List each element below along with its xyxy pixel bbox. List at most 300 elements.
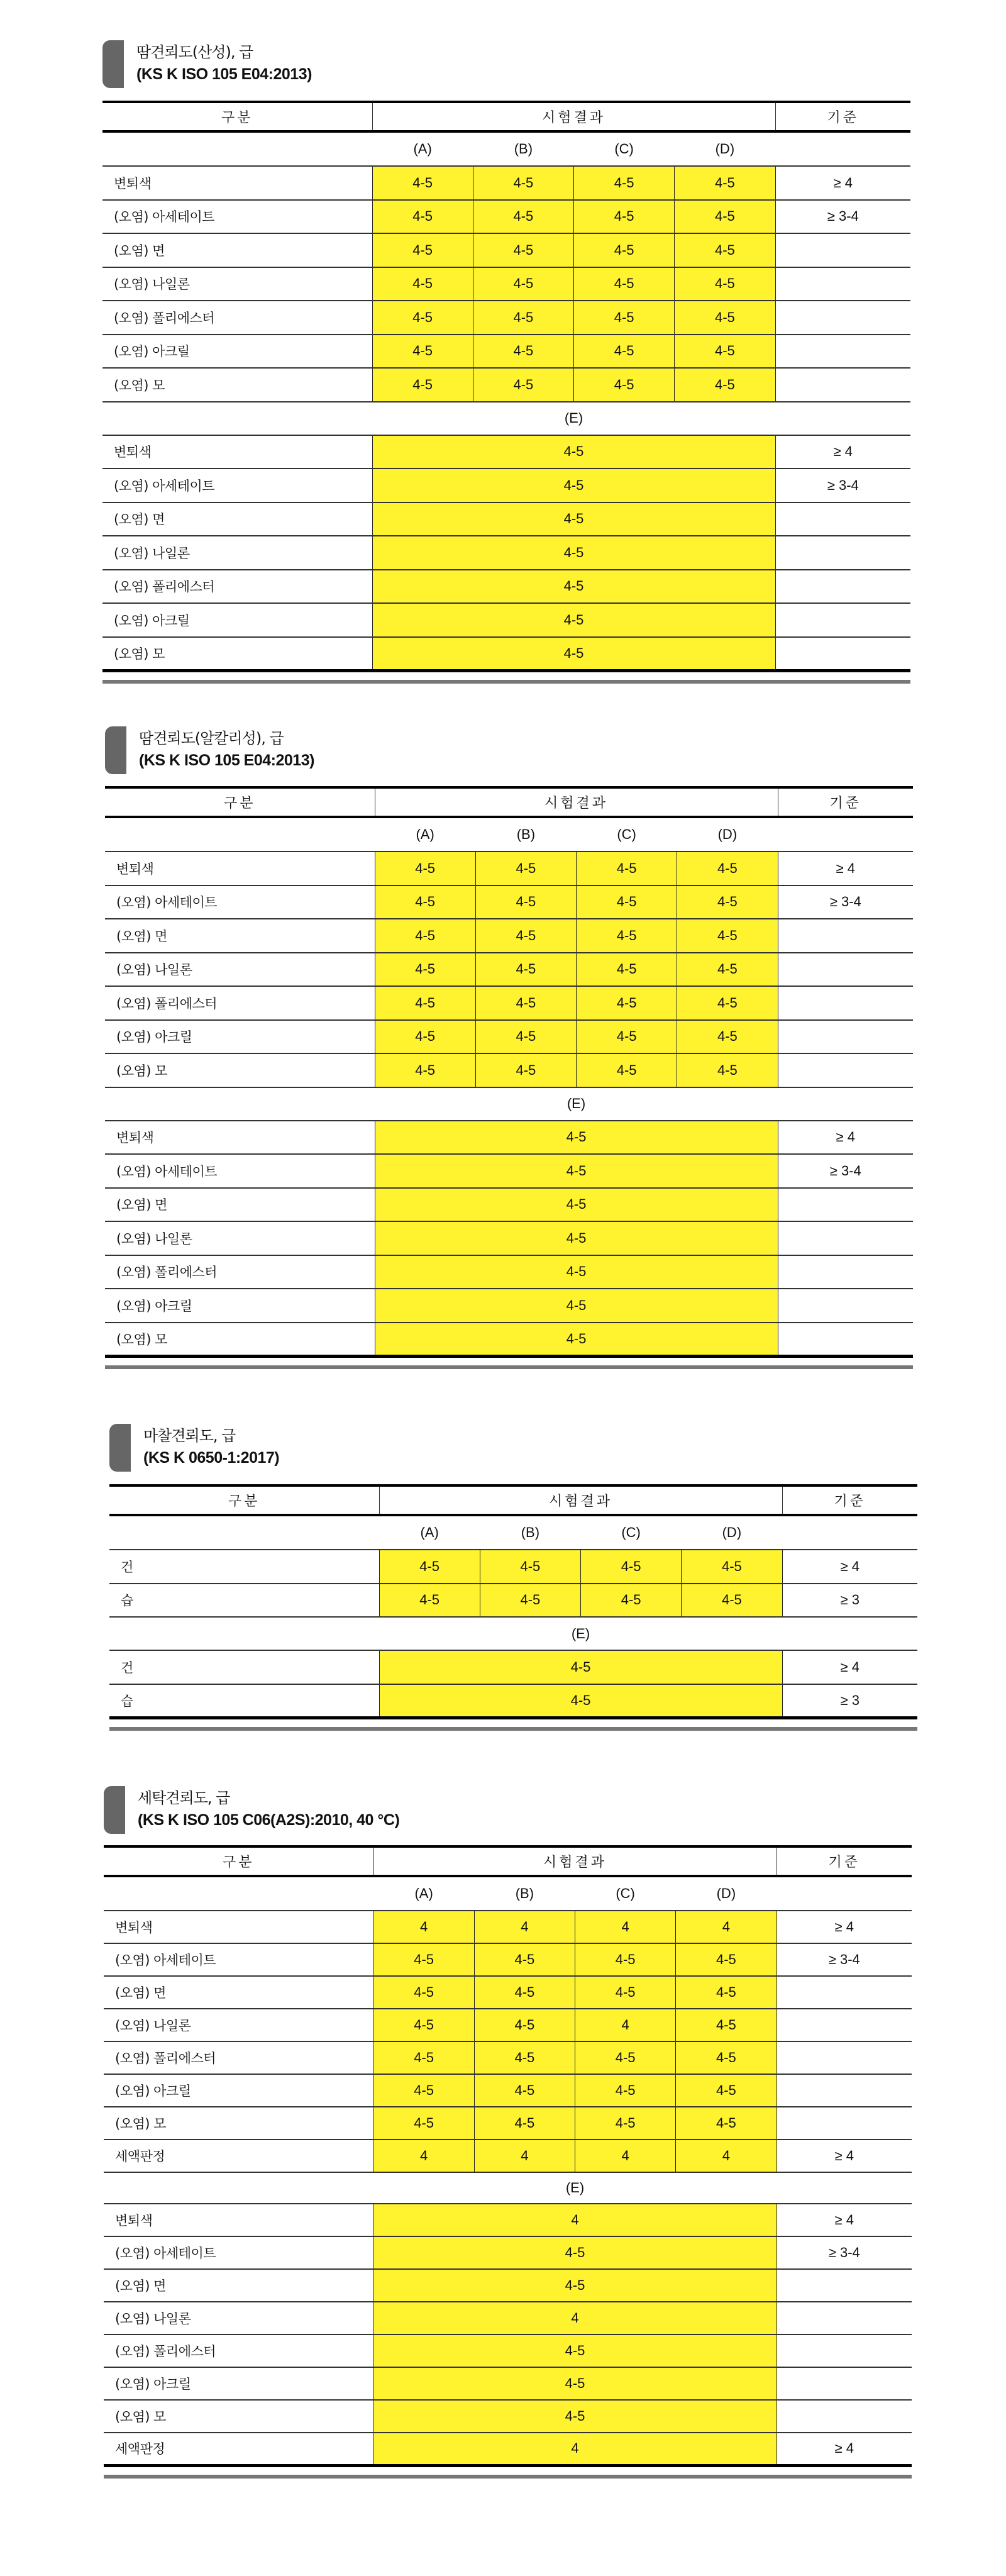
table-row — [104, 2400, 912, 2433]
header-criterion: 기준 — [777, 1846, 912, 1876]
row-label: (오염) 나일론 — [105, 953, 375, 987]
result-cell-c: 4 — [575, 2140, 676, 2172]
table-row — [104, 2074, 912, 2107]
criterion-cell — [778, 1255, 913, 1289]
table-row — [102, 502, 910, 536]
result-cell-b: 4 — [474, 1911, 575, 1943]
sample-header-c: (C) — [614, 141, 634, 157]
result-cell-e: 4-5 — [373, 2269, 777, 2302]
sample-header-blank — [777, 2172, 912, 2204]
result-cell-c: 4-5 — [577, 1020, 677, 1054]
row-label: (오염) 모 — [105, 1053, 375, 1087]
result-cell-b: 4-5 — [474, 2074, 575, 2107]
section-divider — [104, 2475, 912, 2479]
result-cell-a: 4-5 — [372, 267, 473, 301]
sample-header-e: (E) — [375, 1087, 778, 1121]
criterion-cell — [778, 1289, 913, 1323]
table-row — [105, 886, 913, 919]
result-cell-e: 4-5 — [375, 1121, 778, 1155]
result-cell-b: 4-5 — [473, 166, 573, 200]
result-cell-c: 4-5 — [574, 200, 675, 234]
table-row — [105, 1020, 913, 1054]
criterion-cell — [778, 1053, 913, 1087]
row-label: (오염) 면 — [104, 1976, 373, 2009]
row-label: 변퇴색 — [105, 852, 375, 886]
header-results: 시험결과 — [379, 1485, 782, 1515]
sample-header-row — [102, 131, 910, 166]
table-row — [105, 1323, 913, 1357]
table-row — [102, 469, 910, 502]
sample-e-header-row — [105, 1087, 913, 1121]
result-cell-a: 4-5 — [375, 919, 475, 953]
result-cell-e: 4-5 — [373, 2400, 777, 2433]
result-cell-c: 4-5 — [574, 335, 675, 369]
row-label: (오염) 폴리에스터 — [105, 986, 375, 1020]
criterion-cell — [775, 233, 910, 267]
sample-header-d: (D) — [716, 1885, 736, 1901]
result-cell-b: 4-5 — [473, 301, 573, 335]
result-cell-e: 4-5 — [375, 1154, 778, 1188]
section-heading — [136, 42, 312, 86]
sample-header-blank — [777, 1876, 912, 1911]
table-row — [102, 637, 910, 671]
result-cell-e: 4-5 — [375, 1289, 778, 1323]
table-row — [104, 2204, 912, 2236]
criterion-cell: ≥ 4 — [775, 435, 910, 469]
section-standard: (KS K 0650-1:2017) — [143, 1449, 280, 1467]
result-cell-d: 4-5 — [676, 2041, 777, 2074]
result-cell-a: 4-5 — [373, 2009, 474, 2041]
table-row — [109, 1550, 917, 1584]
result-cell-a: 4-5 — [375, 986, 475, 1020]
criterion-cell: ≥ 3 — [782, 1684, 917, 1718]
result-cell-d: 4-5 — [675, 368, 775, 402]
result-cell-e: 4-5 — [379, 1684, 782, 1718]
header-category: 구분 — [105, 787, 375, 817]
result-cell-d: 4-5 — [675, 335, 775, 369]
section-marker — [102, 40, 124, 88]
section-divider — [102, 680, 910, 684]
results-table — [102, 101, 910, 672]
section-heading — [138, 1787, 399, 1831]
criterion-cell: ≥ 3 — [782, 1584, 917, 1618]
table-row — [105, 1154, 913, 1188]
result-cell-c: 4-5 — [581, 1550, 682, 1584]
result-cell-c: 4-5 — [575, 2074, 676, 2107]
row-label: (오염) 아세테이트 — [105, 886, 375, 919]
header-results: 시험결과 — [372, 102, 775, 131]
row-label: (오염) 아크릴 — [104, 2367, 373, 2400]
table-row — [104, 2269, 912, 2302]
result-cell-c: 4-5 — [577, 886, 677, 919]
table-row — [102, 368, 910, 402]
row-label: (오염) 아크릴 — [102, 335, 372, 369]
row-label: (오염) 폴리에스터 — [104, 2041, 373, 2074]
section-divider — [105, 1365, 913, 1369]
section-marker — [104, 1786, 125, 1834]
sample-header-e: (E) — [373, 2172, 777, 2204]
sample-header-d: (D) — [715, 141, 735, 157]
criterion-cell — [777, 2334, 912, 2367]
result-cell-b: 4-5 — [474, 1943, 575, 1976]
criterion-cell — [777, 2269, 912, 2302]
table-row — [105, 1121, 913, 1155]
criterion-cell: ≥ 4 — [777, 2433, 912, 2465]
result-cell-c: 4 — [575, 2009, 676, 2041]
result-cell-e: 4-5 — [373, 2367, 777, 2400]
section-standard: (KS K ISO 105 E04:2013) — [139, 752, 314, 769]
table-row — [104, 2236, 912, 2269]
sample-header-e: (E) — [379, 1617, 782, 1650]
result-cell-b: 4-5 — [473, 335, 573, 369]
result-cell-e: 4 — [373, 2302, 777, 2334]
table-row — [102, 166, 910, 200]
row-label: 변퇴색 — [104, 2204, 373, 2236]
result-cell-a: 4-5 — [372, 368, 473, 402]
row-label: (오염) 면 — [105, 919, 375, 953]
row-label: (오염) 면 — [105, 1188, 375, 1222]
section-standard: (KS K ISO 105 E04:2013) — [136, 65, 312, 83]
row-label: (오염) 아크릴 — [105, 1289, 375, 1323]
criterion-cell — [775, 502, 910, 536]
section-divider — [109, 1727, 917, 1731]
criterion-cell — [777, 1976, 912, 2009]
table-row — [105, 986, 913, 1020]
result-cell-a: 4-5 — [373, 2041, 474, 2074]
row-label: (오염) 모 — [104, 2107, 373, 2140]
sample-e-header-row — [109, 1617, 917, 1650]
sample-header-c: (C) — [617, 826, 636, 842]
sample-header-blank — [782, 1617, 917, 1650]
header-category: 구분 — [104, 1846, 373, 1876]
table-row — [104, 1911, 912, 1943]
result-cell-d: 4-5 — [677, 852, 778, 886]
criterion-cell — [778, 986, 913, 1020]
result-cell-d: 4-5 — [676, 1976, 777, 2009]
criterion-cell: ≥ 4 — [777, 2140, 912, 2172]
result-cell-b: 4-5 — [480, 1550, 580, 1584]
row-label: (오염) 아세테이트 — [102, 200, 372, 234]
row-label: (오염) 모 — [102, 637, 372, 671]
result-cell-b: 4-5 — [474, 2041, 575, 2074]
table-row — [105, 1289, 913, 1323]
result-cell-d: 4 — [676, 2140, 777, 2172]
table-row — [104, 1976, 912, 2009]
result-cell-c: 4-5 — [574, 166, 675, 200]
table-row — [109, 1684, 917, 1718]
section-title: 세탁견뢰도, 급 — [138, 1789, 230, 1807]
sample-header-blank — [782, 1515, 917, 1550]
criterion-cell: ≥ 3-4 — [778, 886, 913, 919]
sample-header-blank — [109, 1515, 379, 1550]
section-title: 땀견뢰도(알칼리성), 급 — [139, 730, 284, 747]
result-cell-a: 4-5 — [372, 301, 473, 335]
result-cell-e: 4-5 — [372, 570, 775, 604]
result-cell-c: 4-5 — [575, 1943, 676, 1976]
result-cell-d: 4-5 — [677, 986, 778, 1020]
row-label: (오염) 아크릴 — [102, 603, 372, 637]
sample-header-blank — [105, 817, 375, 852]
table-header-row — [102, 102, 910, 131]
criterion-cell: ≥ 4 — [782, 1650, 917, 1684]
table-row — [102, 603, 910, 637]
result-cell-c: 4-5 — [577, 1053, 677, 1087]
result-cell-b: 4-5 — [475, 886, 576, 919]
row-label: (오염) 아세테이트 — [104, 1943, 373, 1976]
sample-e-header-row — [104, 2172, 912, 2204]
result-cell-c: 4 — [575, 1911, 676, 1943]
result-cell-a: 4 — [373, 1911, 474, 1943]
criterion-cell — [775, 301, 910, 335]
criterion-cell — [775, 603, 910, 637]
table-row — [102, 267, 910, 301]
row-label: (오염) 면 — [104, 2269, 373, 2302]
table-row — [104, 2334, 912, 2367]
criterion-cell — [775, 536, 910, 570]
criterion-cell: ≥ 3-4 — [777, 2236, 912, 2269]
row-label: (오염) 나일론 — [105, 1221, 375, 1255]
table-row — [102, 435, 910, 469]
header-results: 시험결과 — [375, 787, 778, 817]
row-label: (오염) 면 — [102, 233, 372, 267]
criterion-cell — [778, 919, 913, 953]
row-label: (오염) 나일론 — [102, 536, 372, 570]
criterion-cell — [775, 368, 910, 402]
criterion-cell: ≥ 4 — [777, 1911, 912, 1943]
criterion-cell: ≥ 4 — [782, 1550, 917, 1584]
result-cell-b: 4 — [474, 2140, 575, 2172]
sample-header-b: (B) — [514, 141, 533, 157]
result-cell-e: 4-5 — [375, 1323, 778, 1357]
sample-header-blank — [775, 131, 910, 166]
section-marker — [105, 726, 126, 774]
table-row — [104, 2009, 912, 2041]
result-cell-c: 4-5 — [574, 233, 675, 267]
sample-header-blank — [105, 1087, 375, 1121]
result-cell-d: 4-5 — [682, 1550, 782, 1584]
sample-header-blank — [778, 817, 913, 852]
result-cell-e: 4-5 — [375, 1255, 778, 1289]
result-cell-c: 4-5 — [575, 2041, 676, 2074]
criterion-cell — [775, 570, 910, 604]
result-cell-b: 4-5 — [475, 986, 576, 1020]
criterion-cell — [778, 1188, 913, 1222]
sample-header-blank — [104, 1876, 373, 1911]
result-cell-e: 4-5 — [373, 2236, 777, 2269]
criterion-cell — [777, 2302, 912, 2334]
criterion-cell: ≥ 3-4 — [778, 1154, 913, 1188]
sample-header-blank — [109, 1617, 379, 1650]
sample-header-blank — [778, 1087, 913, 1121]
table-row — [104, 2302, 912, 2334]
sample-header-row — [105, 817, 913, 852]
row-label: (오염) 폴리에스터 — [104, 2334, 373, 2367]
criterion-cell — [778, 1221, 913, 1255]
row-label: 건 — [109, 1650, 379, 1684]
row-label: (오염) 아세테이트 — [102, 469, 372, 502]
header-criterion: 기준 — [775, 102, 910, 131]
result-cell-b: 4-5 — [475, 953, 576, 987]
results-table — [105, 786, 913, 1358]
result-cell-d: 4-5 — [676, 1943, 777, 1976]
result-cell-b: 4-5 — [475, 919, 576, 953]
result-cell-c: 4-5 — [574, 267, 675, 301]
sample-header-d: (D) — [722, 1524, 742, 1540]
row-label: 세액판정 — [104, 2433, 373, 2465]
criterion-cell — [775, 637, 910, 671]
criterion-cell: ≥ 4 — [775, 166, 910, 200]
result-cell-d: 4-5 — [677, 886, 778, 919]
result-cell-a: 4-5 — [373, 1976, 474, 2009]
sample-header-a: (A) — [420, 1524, 439, 1540]
result-cell-e: 4-5 — [375, 1188, 778, 1222]
criterion-cell — [775, 267, 910, 301]
criterion-cell — [778, 1020, 913, 1054]
table-row — [104, 1943, 912, 1976]
result-cell-d: 4-5 — [677, 919, 778, 953]
sample-header-b: (B) — [515, 1885, 534, 1901]
sample-header-row — [109, 1515, 917, 1550]
criterion-cell: ≥ 4 — [778, 852, 913, 886]
table-row — [102, 335, 910, 369]
result-cell-d: 4-5 — [676, 2107, 777, 2140]
row-label: (오염) 폴리에스터 — [102, 570, 372, 604]
result-cell-e: 4-5 — [373, 2334, 777, 2367]
table-row — [105, 919, 913, 953]
result-cell-c: 4-5 — [577, 919, 677, 953]
results-table — [104, 1845, 912, 2467]
result-cell-c: 4-5 — [581, 1584, 682, 1618]
sample-header-blank — [775, 402, 910, 435]
row-label: 변퇴색 — [102, 435, 372, 469]
result-cell-e: 4-5 — [375, 1221, 778, 1255]
row-label: (오염) 나일론 — [104, 2302, 373, 2334]
sample-header-a: (A) — [416, 826, 434, 842]
sample-header-row — [104, 1876, 912, 1911]
row-label: (오염) 면 — [102, 502, 372, 536]
result-cell-c: 4-5 — [575, 1976, 676, 2009]
result-cell-a: 4-5 — [372, 233, 473, 267]
result-cell-a: 4-5 — [373, 2074, 474, 2107]
row-label: 변퇴색 — [105, 1121, 375, 1155]
result-cell-a: 4-5 — [375, 1020, 475, 1054]
table-header-row — [105, 787, 913, 817]
row-label: (오염) 나일론 — [104, 2009, 373, 2041]
table-row — [104, 2367, 912, 2400]
criterion-cell — [778, 953, 913, 987]
sample-header-a: (A) — [413, 141, 432, 157]
table-row — [105, 1188, 913, 1222]
result-cell-b: 4-5 — [474, 2009, 575, 2041]
result-cell-e: 4-5 — [372, 469, 775, 502]
table-row — [102, 536, 910, 570]
result-cell-e: 4 — [373, 2433, 777, 2465]
result-cell-b: 4-5 — [475, 852, 576, 886]
result-cell-b: 4-5 — [475, 1020, 576, 1054]
result-cell-a: 4-5 — [372, 335, 473, 369]
criterion-cell: ≥ 4 — [778, 1121, 913, 1155]
table-row — [102, 301, 910, 335]
sample-header-d: (D) — [717, 826, 738, 842]
criterion-cell — [777, 2367, 912, 2400]
result-cell-d: 4-5 — [677, 1053, 778, 1087]
criterion-cell — [778, 1323, 913, 1357]
result-cell-c: 4-5 — [574, 368, 675, 402]
header-results: 시험결과 — [373, 1846, 777, 1876]
sample-header-blank — [104, 2172, 373, 2204]
result-cell-c: 4-5 — [577, 852, 677, 886]
section-title: 마찰견뢰도, 급 — [143, 1427, 236, 1445]
header-criterion: 기준 — [782, 1485, 917, 1515]
result-cell-d: 4-5 — [675, 166, 775, 200]
row-label: (오염) 아세테이트 — [104, 2236, 373, 2269]
row-label: (오염) 폴리에스터 — [105, 1255, 375, 1289]
result-cell-a: 4-5 — [379, 1584, 480, 1618]
results-table — [109, 1484, 917, 1719]
result-cell-d: 4-5 — [677, 1020, 778, 1054]
criterion-cell: ≥ 3-4 — [775, 200, 910, 234]
table-row — [102, 200, 910, 234]
result-cell-a: 4-5 — [375, 886, 475, 919]
table-row — [104, 2041, 912, 2074]
row-label: (오염) 아크릴 — [105, 1020, 375, 1054]
header-category: 구분 — [102, 102, 372, 131]
result-cell-d: 4 — [676, 1911, 777, 1943]
criterion-cell: ≥ 3-4 — [777, 1943, 912, 1976]
section-heading — [143, 1425, 279, 1469]
row-label: (오염) 모 — [105, 1323, 375, 1357]
criterion-cell — [777, 2107, 912, 2140]
result-cell-d: 4-5 — [676, 2074, 777, 2107]
row-label: (오염) 폴리에스터 — [102, 301, 372, 335]
result-cell-a: 4-5 — [372, 166, 473, 200]
result-cell-b: 4-5 — [473, 200, 573, 234]
sample-header-b: (B) — [521, 1524, 540, 1540]
row-label: 습 — [109, 1584, 379, 1618]
result-cell-d: 4-5 — [675, 200, 775, 234]
row-label: (오염) 나일론 — [102, 267, 372, 301]
section-heading — [139, 728, 314, 772]
sample-header-e: (E) — [372, 402, 775, 435]
criterion-cell — [775, 335, 910, 369]
table-row — [102, 233, 910, 267]
result-cell-c: 4-5 — [574, 301, 675, 335]
table-row — [105, 852, 913, 886]
table-row — [105, 1053, 913, 1087]
result-cell-c: 4-5 — [575, 2107, 676, 2140]
result-cell-b: 4-5 — [474, 2107, 575, 2140]
table-header-row — [109, 1485, 917, 1515]
sample-header-c: (C) — [616, 1885, 635, 1901]
result-cell-e: 4-5 — [379, 1650, 782, 1684]
table-row — [104, 2107, 912, 2140]
table-row — [109, 1650, 917, 1684]
table-header-row — [104, 1846, 912, 1876]
sample-header-blank — [102, 131, 372, 166]
result-cell-b: 4-5 — [473, 368, 573, 402]
row-label: 습 — [109, 1684, 379, 1718]
result-cell-e: 4 — [373, 2204, 777, 2236]
sample-header-c: (C) — [621, 1524, 641, 1540]
result-cell-a: 4 — [373, 2140, 474, 2172]
result-cell-a: 4-5 — [375, 852, 475, 886]
result-cell-b: 4-5 — [480, 1584, 580, 1618]
criterion-cell — [777, 2074, 912, 2107]
header-criterion: 기준 — [778, 787, 913, 817]
criterion-cell: ≥ 3-4 — [775, 469, 910, 502]
result-cell-b: 4-5 — [473, 233, 573, 267]
result-cell-e: 4-5 — [372, 502, 775, 536]
